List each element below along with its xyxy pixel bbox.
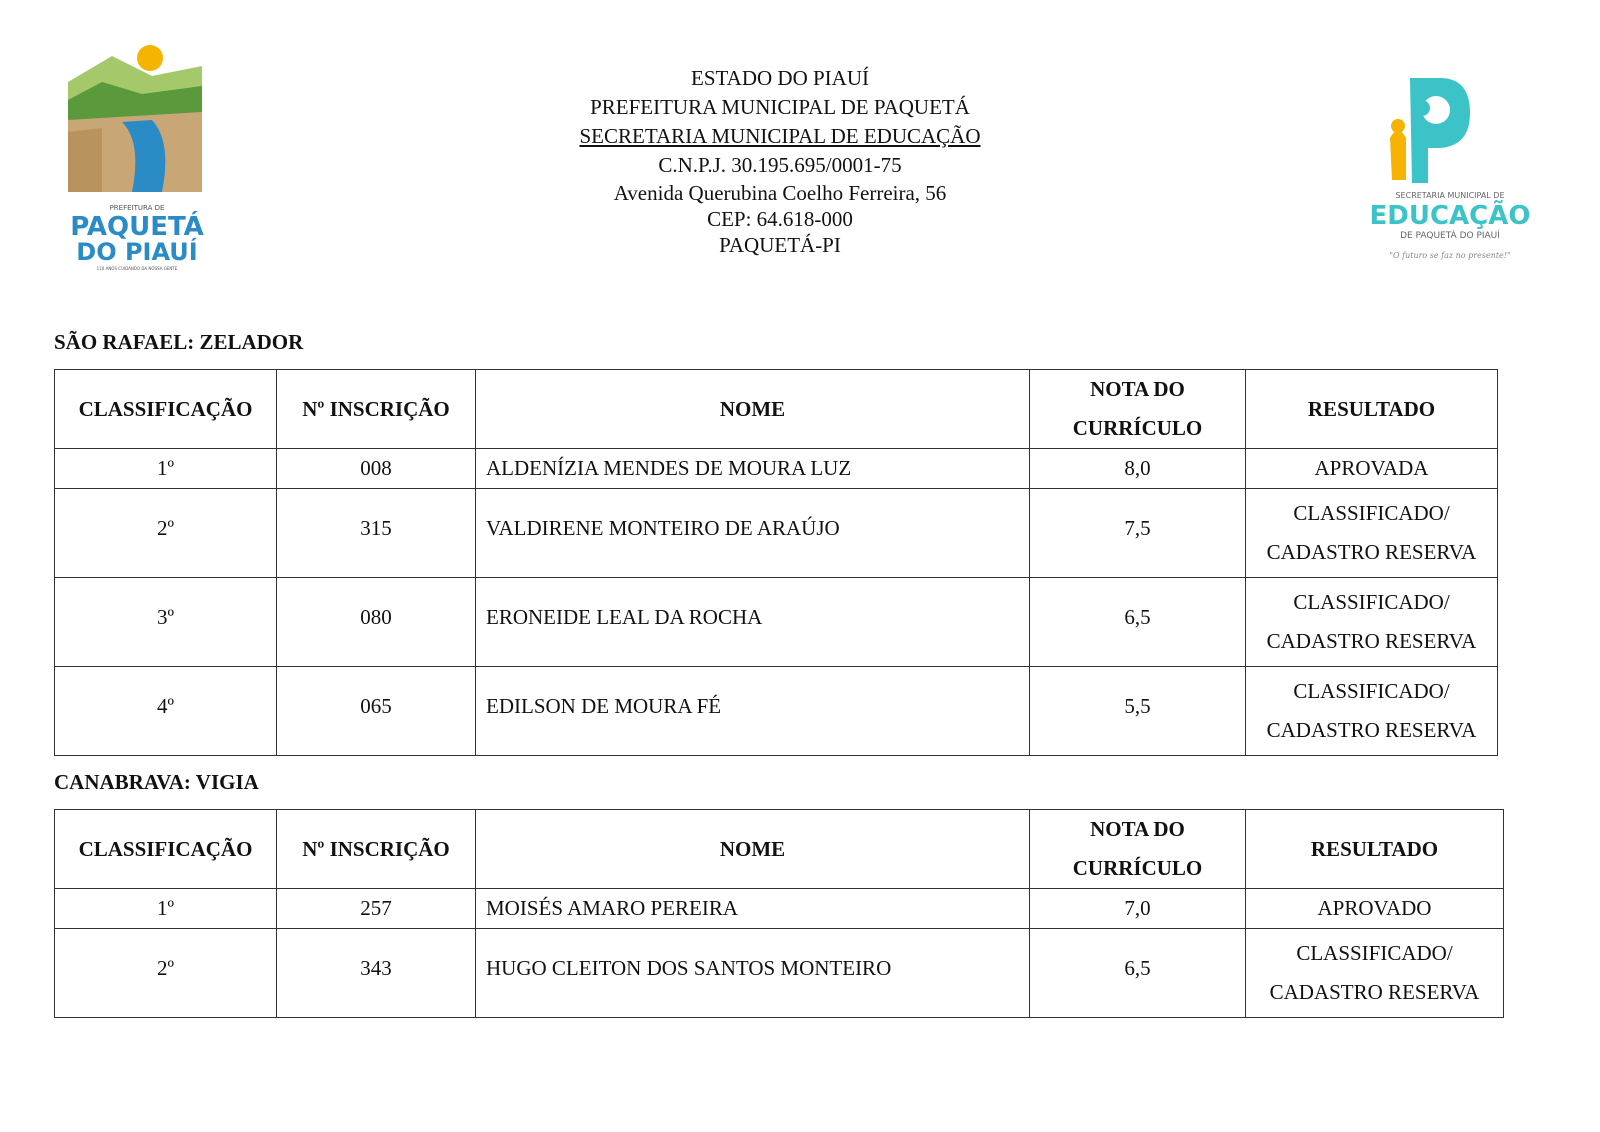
cell-inscricao: 343 <box>277 929 476 1018</box>
resultado-line1: CLASSIFICADO/ <box>1293 679 1450 703</box>
header-secretaria: SECRETARIA MUNICIPAL DE EDUCAÇÃO <box>579 124 981 148</box>
svg-text:110 ANOS CUIDANDO DA NOSSA GEN: 110 ANOS CUIDANDO DA NOSSA GENTE <box>96 266 178 271</box>
cell-resultado <box>1246 489 1498 578</box>
cell-nota: 7,0 <box>1030 889 1246 929</box>
table-header-row <box>55 810 1504 889</box>
cell-resultado: APROVADA <box>1246 449 1498 489</box>
cell-classificacao: 3º <box>55 578 277 667</box>
cell-nome: ALDENÍZIA MENDES DE MOURA LUZ <box>476 449 1030 489</box>
svg-text:"O futuro se faz no presente!": "O futuro se faz no presente!" <box>1389 251 1511 260</box>
cell-inscricao: 008 <box>277 449 476 489</box>
cell-nome: ERONEIDE LEAL DA ROCHA <box>476 578 1030 667</box>
table-row <box>55 578 1498 667</box>
header-address: Avenida Querubina Coelho Ferreira, 56 <box>613 181 947 205</box>
resultado-line2: CADASTRO RESERVA <box>1266 718 1477 742</box>
col-classificacao: CLASSIFICAÇÃO <box>55 370 277 449</box>
cell-nota: 6,5 <box>1030 578 1246 667</box>
col-nota <box>1030 810 1246 889</box>
prefeitura-paqueta-logo <box>62 42 212 272</box>
svg-text:PREFEITURA DE: PREFEITURA DE <box>109 204 165 212</box>
col-nota-line2: CURRÍCULO <box>1072 856 1203 880</box>
cell-classificacao: 2º <box>55 929 277 1018</box>
section-title-canabrava: CANABRAVA: VIGIA <box>54 770 259 794</box>
svg-text:PAQUETÁ: PAQUETÁ <box>70 212 204 242</box>
header-state: ESTADO DO PIAUÍ <box>691 66 869 90</box>
cell-inscricao: 080 <box>277 578 476 667</box>
col-nota-line2: CURRÍCULO <box>1072 416 1203 440</box>
col-inscricao: Nº INSCRIÇÃO <box>277 370 476 449</box>
table-row <box>55 449 1498 489</box>
resultado-line1: CLASSIFICADO/ <box>1296 941 1453 965</box>
table-row <box>55 929 1504 1018</box>
cell-resultado <box>1246 578 1498 667</box>
resultado-line2: CADASTRO RESERVA <box>1266 629 1477 653</box>
cell-nota: 6,5 <box>1030 929 1246 1018</box>
secretaria-educacao-logo <box>1370 68 1530 278</box>
resultado-line2: CADASTRO RESERVA <box>1269 980 1480 1004</box>
col-resultado: RESULTADO <box>1246 810 1504 889</box>
col-classificacao: CLASSIFICAÇÃO <box>55 810 277 889</box>
header-city: PAQUETÁ-PI <box>719 233 841 257</box>
header-cnpj: C.N.P.J. 30.195.695/0001-75 <box>658 153 902 177</box>
cell-resultado: APROVADO <box>1246 889 1504 929</box>
cell-nome: HUGO CLEITON DOS SANTOS MONTEIRO <box>476 929 1030 1018</box>
col-resultado: RESULTADO <box>1246 370 1498 449</box>
table-row <box>55 667 1498 756</box>
cell-nota: 5,5 <box>1030 667 1246 756</box>
resultado-line1: CLASSIFICADO/ <box>1293 501 1450 525</box>
col-nota-line1: NOTA DO <box>1090 817 1185 841</box>
cell-classificacao: 1º <box>55 449 277 489</box>
results-table-sao-rafael <box>54 369 1498 756</box>
svg-text:EDUCAÇÃO: EDUCAÇÃO <box>1370 201 1530 231</box>
svg-text:DE PAQUETÁ DO PIAUÍ: DE PAQUETÁ DO PIAUÍ <box>1400 231 1500 241</box>
child-figure-icon <box>1391 119 1405 133</box>
cell-classificacao: 4º <box>55 667 277 756</box>
cell-nome: MOISÉS AMARO PEREIRA <box>476 889 1030 929</box>
svg-text:SECRETARIA MUNICIPAL DE: SECRETARIA MUNICIPAL DE <box>1395 191 1505 200</box>
table-row <box>55 889 1504 929</box>
table-row <box>55 489 1498 578</box>
cell-classificacao: 1º <box>55 889 277 929</box>
cell-inscricao: 315 <box>277 489 476 578</box>
sun-icon <box>137 45 163 71</box>
col-inscricao: Nº INSCRIÇÃO <box>277 810 476 889</box>
header-cep: CEP: 64.618-000 <box>707 207 853 231</box>
cell-nome: VALDIRENE MONTEIRO DE ARAÚJO <box>476 489 1030 578</box>
col-nome: NOME <box>476 810 1030 889</box>
col-nota-line1: NOTA DO <box>1090 377 1185 401</box>
col-nota <box>1030 370 1246 449</box>
cell-nota: 7,5 <box>1030 489 1246 578</box>
cell-resultado <box>1246 929 1504 1018</box>
cell-nota: 8,0 <box>1030 449 1246 489</box>
col-nome: NOME <box>476 370 1030 449</box>
resultado-line2: CADASTRO RESERVA <box>1266 540 1477 564</box>
cell-resultado <box>1246 667 1498 756</box>
table-header-row <box>55 370 1498 449</box>
resultado-line1: CLASSIFICADO/ <box>1293 590 1450 614</box>
results-table-canabrava <box>54 809 1504 1018</box>
header-prefeitura: PREFEITURA MUNICIPAL DE PAQUETÁ <box>590 95 970 119</box>
cell-inscricao: 065 <box>277 667 476 756</box>
section-title-sao-rafael: SÃO RAFAEL: ZELADOR <box>54 330 304 354</box>
cell-nome: EDILSON DE MOURA FÉ <box>476 667 1030 756</box>
cell-inscricao: 257 <box>277 889 476 929</box>
svg-text:DO PIAUÍ: DO PIAUÍ <box>76 238 198 266</box>
document-header <box>480 64 1080 258</box>
cell-classificacao: 2º <box>55 489 277 578</box>
